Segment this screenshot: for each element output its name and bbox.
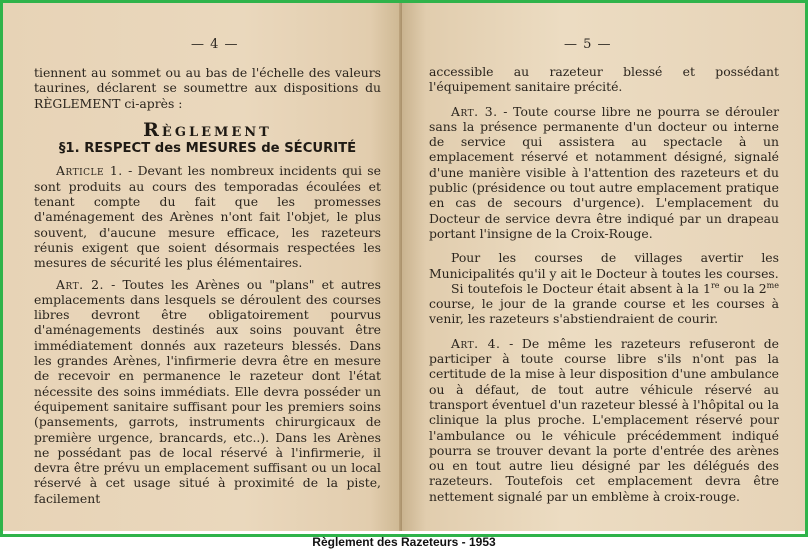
left-page	[3, 3, 402, 531]
article-4-text: - De même les razeteurs refuseront de participer à toute course libre s'ils n'ont pas la certitude de la mise à leur disposition d'une ambulance ou à défaut, de tout autre véhicule réservé au transport éventuel d'un razeteur blessé à l'hôpital ou la clinique la plus proche. L'emplacement réservé pour l'ambulance ou le véhicule précédemment indiqué pourra se trouver devant la porte d'entrée des arènes ou en tout autre lieu désigné par les délégués des razeteurs. Toutefois cet emplacement devra être nettement signalé par un emblème à croix-rouge.	[429, 335, 779, 504]
continuation-paragraph: accessible au razeteur blessé et possédant l'équipement sanitaire précité.	[429, 64, 779, 95]
article-1-label: Article 1.	[56, 163, 123, 179]
article-1-text: - Devant les nombreux incidents qui se sont produits au cours des temporadas écoulées et tenant compte du fait que les promesses d'aménagement des Arènes n'ont fait l'objet, le plus souvent, d'aucune mesure efficace, les razeteurs réunis exigent que soient désormais respectées les mesures de sécurité les plus élémentaires.	[34, 163, 381, 271]
image-caption: Règlement des Razeteurs - 1953	[312, 535, 496, 549]
right-page	[402, 3, 805, 531]
intro-paragraph: tiennent au sommet ou au bas de l'échelle des valeurs taurines, déclarent se soumettre aux dispositions du RÈGLEMENT ci-après :	[34, 65, 381, 111]
article-3	[429, 104, 779, 242]
article-1	[34, 163, 381, 270]
reglement-title: Règlement	[143, 118, 272, 141]
article-2	[34, 277, 381, 506]
article-3-text: - Toute course libre ne pourra se dérouler sans la présence permanente d'un docteur ou interne de service qui assistera au spectacle à un emplacement réservé et notamment désigné, signalé d'une manière visible à l'attention des razeteurs et du public (présidence ou tout autre emplacement pratique en cas de secours d'urgence). L'emplacement du Docteur de service devra être indiqué par un drapeau portant l'insigne de la Croix-Rouge.	[429, 103, 779, 241]
section-heading: §1. RESPECT des MESURES de SÉCURITÉ	[58, 141, 357, 157]
left-page-text	[34, 65, 381, 506]
article-2-text: - Toutes les Arènes ou "plans" et autres emplacements dans lesquels se déroulent des courses libres devront être obligatoirement pourvus d'aménagements destinés aux soins pouvant être immédiatement donnés aux razeteurs blessés. Dans les grandes Arènes, l'infirmerie devra être en mesure de recevoir en permanence le razeteur dont l'état nécessite des soins immédiats. Elle devra posséder un équipement sanitaire suffisant pour les premiers soins (pansements, garrots, instruments chirurgicaux de première urgence, brancards, etc..). Dans les Arènes ne possédant pas de local réservé à l'infirmerie, il devra être prévu un emplacement suffisant ou un local réservé à cet usage situé à proximité de la piste, facilement	[34, 276, 381, 506]
page-number-right: — 5 —	[564, 37, 612, 52]
article-4-label: Art. 4.	[451, 335, 501, 351]
booklet-spread	[3, 3, 805, 531]
article-3-label: Art. 3.	[451, 103, 498, 119]
right-page-text	[429, 64, 779, 504]
article-2-label: Art. 2.	[56, 276, 104, 292]
article-4	[429, 336, 779, 504]
absent-paragraph: Si toutefois le Docteur était absent à la 1re ou la $2^{me}$ course, le jour de la grande course et les courses à venir, les razeteurs s'abstiendraient de courir.	[429, 280, 779, 327]
page-number-left: — 4 —	[191, 37, 239, 52]
villages-paragraph: Pour les courses de villages avertir les Municipalités qu'il y ait le Docteur à toutes les courses.	[429, 250, 779, 281]
